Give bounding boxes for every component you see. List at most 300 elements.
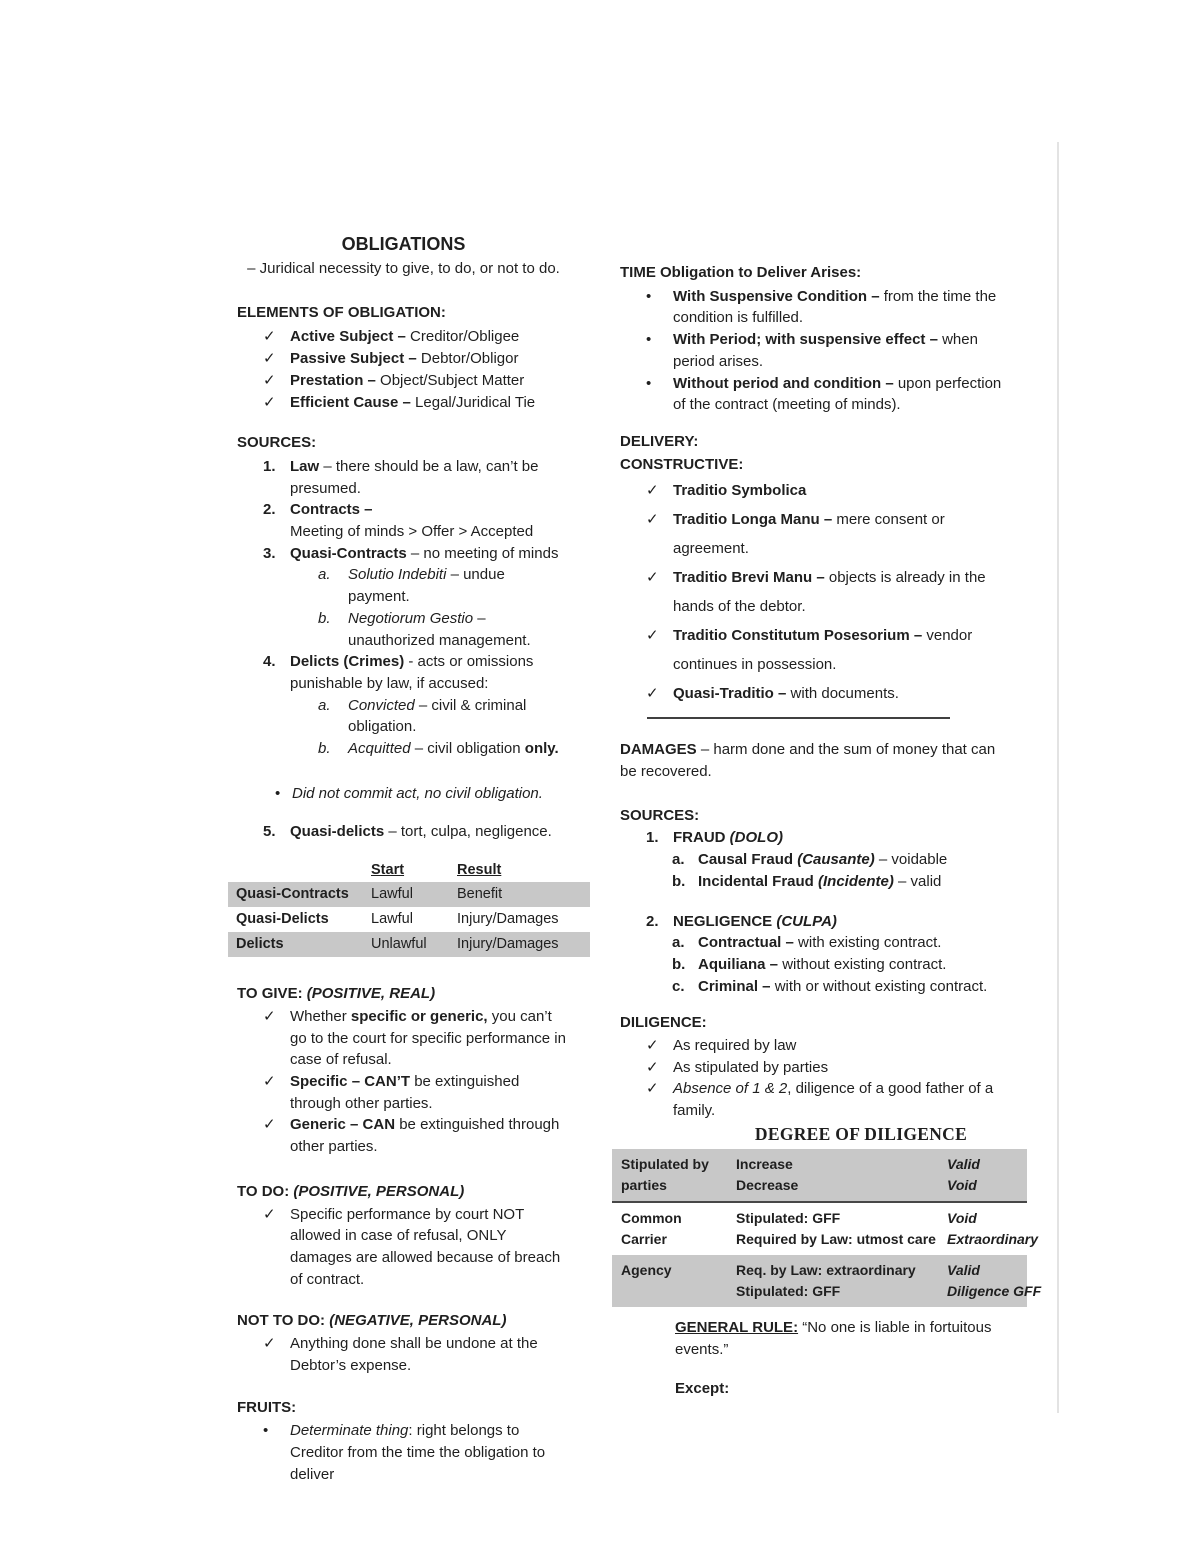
list-marker: ✓ (646, 1080, 659, 1098)
cell-line: Delicts (236, 935, 284, 952)
table-cell (228, 907, 363, 932)
text-run: - acts or omissions punishable by law, if accused: (290, 653, 534, 692)
list-item-text (698, 978, 987, 995)
list-item (237, 521, 570, 543)
list-marker: ✓ (646, 511, 659, 529)
list-item-text (673, 511, 945, 557)
list-item (237, 1114, 570, 1157)
list (237, 1204, 570, 1291)
cell-line: Valid (947, 1261, 980, 1278)
section-heading (237, 1397, 570, 1419)
text-run: , diligence of a good father of a family. (673, 1080, 994, 1120)
list-item (620, 954, 1012, 976)
text-run: GENERAL RULE: (675, 1318, 799, 1336)
text-run: Traditio Constitutum Posesorium – (673, 627, 927, 645)
section-heading (620, 1012, 1012, 1034)
list-item (620, 505, 1012, 563)
text-run: As required by law (673, 1037, 797, 1055)
table-header-cell (363, 860, 449, 882)
text-run: SOURCES: (620, 806, 700, 824)
list-item-text (348, 740, 559, 757)
text-run: Prestation – (290, 371, 381, 389)
list-marker: ✓ (646, 627, 659, 645)
list-item (237, 564, 570, 607)
text-run: Creditor/Obligee (410, 328, 520, 346)
list-marker: ✓ (263, 1007, 276, 1025)
list (620, 286, 1012, 416)
cell-line: Increase (736, 1155, 793, 1172)
text-run: Incidental Fraud (698, 872, 819, 890)
text-run: DELIVERY: (620, 432, 699, 450)
list-marker: ✓ (263, 371, 276, 389)
list-item-text (290, 1206, 560, 1288)
list-item-text (673, 829, 783, 846)
text-run: Criminal – (698, 977, 775, 995)
text-run: Meeting of minds > Offer > Accepted (290, 523, 534, 541)
cell-line: Carrier (621, 1230, 667, 1247)
text-run: Contracts – (290, 501, 373, 519)
list-marker: ✓ (263, 1335, 276, 1353)
list (237, 1420, 570, 1485)
cell-line: Agency (621, 1261, 672, 1278)
table-row (612, 1255, 1027, 1307)
table (612, 1149, 1042, 1307)
list-item (237, 348, 570, 370)
list-item (237, 499, 570, 521)
text-run: NEGLIGENCE (673, 912, 777, 930)
text-run: mere consent or agreement. (673, 511, 945, 558)
text-run: when period arises. (673, 331, 978, 370)
table-cell (938, 1255, 1042, 1307)
list-item-text (290, 523, 533, 540)
table-cell (449, 907, 590, 932)
section-heading (620, 805, 1012, 827)
list-item (620, 911, 1012, 933)
text-run: Legal/Juridical Tie (415, 393, 536, 411)
list (237, 456, 570, 760)
list (237, 783, 570, 805)
text-run: Quasi-Traditio – (673, 685, 791, 703)
list (237, 1333, 570, 1376)
text-run: only. (524, 740, 559, 758)
cell-line: Stipulated by (621, 1155, 709, 1172)
table-body (612, 1149, 1042, 1307)
text-run: Generic – CAN (290, 1116, 400, 1134)
list-item (237, 1071, 570, 1114)
list-item-text (348, 610, 531, 649)
table-row (228, 907, 590, 932)
list-item (620, 286, 1012, 329)
table-cell (612, 1202, 727, 1255)
list-item-text (290, 1116, 559, 1155)
text-run: (DOLO) (729, 829, 783, 847)
list-item-text (292, 785, 543, 802)
text-run: (POSITIVE, REAL) (306, 985, 436, 1003)
text-run: (POSITIVE, PERSONAL) (293, 1182, 465, 1200)
text-run: FRUITS: (237, 1399, 297, 1417)
table-cell (363, 882, 449, 907)
list-item-text (348, 697, 526, 736)
cell-line: Void (947, 1209, 977, 1226)
list-item-text (673, 1080, 993, 1119)
cell-line: parties (621, 1176, 667, 1193)
text-run: vendor continues in possession. (673, 627, 973, 674)
text-run: objects is already in the hands of the debtor. (673, 569, 986, 616)
list-item (620, 621, 1012, 679)
text-run: Law (290, 457, 324, 475)
text-run: (NEGATIVE, PERSONAL) (329, 1312, 507, 1330)
list-item (237, 738, 570, 760)
text-run: FRAUD (673, 829, 730, 847)
list-marker: ✓ (646, 1058, 659, 1076)
table-cell (228, 882, 363, 907)
list-item (237, 392, 570, 414)
list-item (620, 1078, 1012, 1121)
text-run: you can’t go to the court for specific performance in case of refusal. (290, 1007, 566, 1069)
list-item-text (673, 913, 837, 930)
list-item-text (290, 1335, 538, 1374)
text-run: Specific performance by court NOT allowed in case of refusal, ONLY damages are allowed because of breach of contract. (290, 1205, 561, 1288)
text-run: Without period and condition – (673, 374, 898, 392)
cell-line: Common (621, 1209, 682, 1226)
text-run: Contractual – (698, 934, 799, 952)
text-run: DILIGENCE: (620, 1014, 707, 1032)
section-heading (620, 431, 1012, 453)
text-run: CONSTRUCTIVE: (620, 455, 744, 473)
text-run: TO DO: (237, 1182, 294, 1200)
list-item (237, 695, 570, 738)
list-marker: b. (318, 740, 331, 758)
text-run: DAMAGES (620, 741, 701, 759)
text-run: without existing contract. (782, 955, 947, 973)
list-marker: ✓ (263, 1072, 276, 1090)
list-marker: b. (318, 609, 331, 627)
list-item-text (673, 1059, 828, 1076)
table-cell (727, 1202, 938, 1255)
text-run: Did not commit act, no civil obligation. (292, 784, 543, 802)
list-item-text (673, 331, 978, 370)
section-heading (237, 302, 570, 324)
text-run: Solutio Indebiti (348, 566, 451, 584)
list-marker: a. (672, 934, 685, 952)
list-item-text (290, 1008, 566, 1068)
text-run: – valid (893, 872, 942, 890)
list-item (237, 1204, 570, 1291)
text-run: Object/Subject Matter (380, 371, 525, 389)
text-run: With Period; with suspensive effect – (673, 331, 943, 349)
cell-line: Benefit (457, 885, 503, 902)
table-cell (363, 907, 449, 932)
list-item (620, 373, 1012, 416)
list-marker: • (646, 374, 652, 392)
cell-line: Void (947, 1176, 977, 1193)
table-header-row (228, 860, 590, 882)
list-item (237, 821, 570, 843)
section-heading (237, 1310, 570, 1332)
list-item-text (673, 288, 996, 327)
text-run: – undue payment. (348, 566, 505, 606)
list-item (237, 1333, 570, 1376)
list-item-text (698, 934, 941, 951)
table-row (228, 882, 590, 907)
text-run: (CULPA) (776, 912, 837, 930)
text-run: ELEMENTS OF OBLIGATION: (237, 303, 446, 321)
list (237, 326, 570, 413)
list-item-text (673, 375, 1001, 414)
list-item-text (673, 482, 806, 499)
paragraph (675, 1317, 1012, 1360)
text-run: be extinguished through other parties. (290, 1072, 520, 1112)
cell-line: Injury/Damages (457, 935, 559, 952)
list-item-text (673, 1037, 796, 1054)
list-marker: a. (318, 696, 331, 714)
list-marker: 5. (263, 823, 276, 841)
document-title: OBLIGATIONS (341, 234, 466, 254)
list-marker: c. (672, 977, 685, 995)
table-cell (938, 1202, 1039, 1255)
section-heading (237, 432, 570, 454)
text-run: – unauthorized management. (348, 609, 531, 649)
list-marker: ✓ (646, 482, 659, 500)
text-run: with or without existing contract. (774, 977, 988, 995)
list-item-text (673, 569, 986, 615)
table-head (228, 860, 590, 882)
text-run: – tort, culpa, negligence. (388, 823, 552, 841)
text-run: – voidable (874, 851, 948, 869)
list-item (620, 1057, 1012, 1079)
text-run: Absence of 1 & 2 (673, 1080, 788, 1098)
list-item (620, 827, 1012, 849)
list-marker: ✓ (263, 350, 276, 368)
cell-line: Lawful (371, 910, 413, 927)
list-item-text (290, 328, 519, 345)
list-marker: ✓ (646, 685, 659, 703)
table-header-cell (228, 860, 363, 882)
text-run: Specific – CAN’T (290, 1072, 415, 1090)
paragraph (620, 739, 1012, 782)
text-run: with existing contract. (798, 934, 942, 952)
table-body (228, 882, 590, 957)
list-marker: • (263, 1422, 269, 1440)
table-row (612, 1202, 1027, 1255)
list (620, 827, 1012, 997)
cell-line: Stipulated: GFF (736, 1282, 841, 1299)
list-item (620, 476, 1012, 505)
text-run: Anything done shall be undone at the Debtor’s expense. (290, 1335, 538, 1374)
text-run: Except: (675, 1380, 730, 1398)
table-cell (449, 882, 590, 907)
table-cell (228, 932, 363, 957)
text-run: specific or generic, (350, 1007, 488, 1025)
table-cell (727, 1255, 938, 1307)
list-marker: b. (672, 955, 686, 973)
list-item (620, 932, 1012, 954)
table-row (612, 1149, 1027, 1202)
text-run: Whether (290, 1007, 351, 1025)
text-run: Traditio Longa Manu – (673, 511, 837, 529)
text-run: (Incidente) (818, 872, 894, 890)
text-run: Passive Subject – (290, 350, 421, 368)
text-run: As stipulated by parties (673, 1058, 829, 1076)
list-item (620, 1035, 1012, 1057)
list-item-text (290, 372, 524, 389)
list-item (620, 329, 1012, 372)
list-marker: ✓ (263, 393, 276, 411)
divider-line (647, 717, 950, 719)
left-column (237, 232, 570, 1485)
page-edge-line (1057, 142, 1059, 1413)
text-run: (Causante) (797, 851, 875, 869)
cell-line: Lawful (371, 885, 413, 902)
list-item-text (290, 1073, 519, 1112)
cell-line: Stipulated: GFF (736, 1209, 841, 1226)
list-marker: a. (318, 566, 331, 584)
text-run: – civil obligation (414, 740, 525, 758)
text-run: upon perfection of the contract (meeting of minds). (673, 374, 1002, 414)
text-run: Acquitted (348, 740, 415, 758)
table-header-cell (449, 860, 590, 882)
text-run: from the time the condition is fulfilled. (673, 287, 997, 327)
list-marker: ✓ (263, 1116, 276, 1134)
list-marker: 2. (646, 912, 659, 930)
cell-line: Decrease (736, 1176, 799, 1193)
list-marker: ✓ (646, 569, 659, 587)
list-item-text (673, 627, 972, 673)
list-marker: • (275, 784, 281, 802)
list-item-text (698, 851, 947, 868)
list-marker: 1. (646, 829, 659, 847)
list (237, 821, 570, 843)
text-run: Determinate thing (290, 1422, 409, 1440)
section-heading (620, 262, 1012, 284)
list-item (237, 1006, 570, 1071)
section-heading (237, 1181, 570, 1203)
text-run: be extinguished through other parties. (290, 1116, 560, 1156)
table-cell (727, 1149, 938, 1202)
section-heading: DEGREE OF DILIGENCE (754, 1123, 968, 1144)
list-item-text (698, 873, 941, 890)
cell-line: Req. by Law: extraordinary (736, 1261, 916, 1278)
list-marker: a. (672, 851, 685, 869)
list-marker: ✓ (646, 1037, 659, 1055)
text-run: – civil & criminal obligation. (348, 696, 527, 736)
text-run: SOURCES: (237, 434, 317, 452)
list-item (620, 871, 1012, 893)
text-run: Active Subject – (290, 328, 411, 346)
list-item (237, 543, 570, 565)
cell-line: Unlawful (371, 935, 427, 952)
text-run: Quasi-Contracts (290, 544, 411, 562)
list-marker: 3. (263, 544, 276, 562)
list-marker: • (646, 287, 652, 305)
list-marker: ✓ (263, 1205, 276, 1223)
text-run: Quasi-delicts (290, 823, 389, 841)
header-label: Result (457, 862, 502, 879)
paragraph (675, 1378, 1012, 1400)
list-item-text (290, 545, 558, 562)
list (620, 1035, 1012, 1122)
cell-line: Diligence GFF (947, 1282, 1042, 1299)
list (620, 476, 1012, 708)
list-marker: 2. (263, 501, 276, 519)
list-item (237, 456, 570, 499)
text-run: Debtor/Obligor (420, 350, 519, 368)
list-item (620, 976, 1012, 998)
right-column (620, 250, 1042, 1400)
cell-line: Required by Law: utmost care (736, 1230, 936, 1247)
text-run: Efficient Cause – (290, 393, 416, 411)
text-run: with documents. (790, 685, 899, 703)
table-cell (612, 1149, 727, 1202)
list-item (620, 563, 1012, 621)
list-item (237, 1420, 570, 1485)
list-item (237, 370, 570, 392)
table-cell (612, 1255, 727, 1307)
table-row (228, 932, 590, 957)
list-marker: 4. (263, 653, 276, 671)
list-marker: ✓ (263, 328, 276, 346)
list-item-text (290, 350, 518, 367)
table-cell (363, 932, 449, 957)
list-item-text (290, 458, 539, 497)
list-item-text (698, 956, 946, 973)
text-run: : right belongs to Creditor from the time the obligation to deliver (290, 1422, 546, 1483)
text-run: – no meeting of minds (410, 544, 559, 562)
text-run: – there should be a law, can’t be presumed. (290, 457, 539, 497)
text-run: Aquiliana – (698, 955, 783, 973)
text-run: Convicted (348, 696, 419, 714)
cell-line: Extraordinary (947, 1230, 1039, 1247)
text-run: Traditio Brevi Manu – (673, 569, 829, 587)
text-run: Negotiorum Gestio (348, 609, 478, 627)
table-cell (938, 1149, 1027, 1202)
header-label: Start (371, 862, 405, 879)
list-item (237, 783, 570, 805)
table-cell (449, 932, 590, 957)
cell-line: Quasi-Delicts (236, 910, 329, 927)
document-subtitle: – Juridical necessity to give, to do, or not to do. (247, 260, 560, 277)
text-run: “No one is liable in fortuitous events.” (675, 1318, 992, 1358)
list-item (620, 679, 1012, 708)
list-item (620, 849, 1012, 871)
text-run: With Suspensive Condition – (673, 287, 884, 305)
list (237, 1006, 570, 1158)
text-run: TO GIVE: (237, 985, 307, 1003)
list-item-text (290, 394, 535, 411)
list-marker: 1. (263, 457, 276, 475)
list-item-text (290, 823, 552, 840)
list-item-text (290, 501, 373, 518)
list-item-text (673, 685, 899, 702)
section-heading (237, 983, 570, 1005)
list-item-text (290, 1422, 545, 1482)
table (228, 860, 590, 957)
cell-line: Injury/Damages (457, 910, 559, 927)
text-run: Traditio Symbolica (673, 482, 807, 500)
cell-line: Quasi-Contracts (236, 885, 349, 902)
text-run: – harm done and the sum of money that can be recovered. (620, 741, 996, 781)
list-item (237, 326, 570, 348)
list-item-text (290, 653, 533, 692)
text-run: TIME Obligation to Deliver Arises: (620, 264, 862, 281)
list-marker: b. (672, 872, 686, 890)
cell-line: Valid (947, 1155, 980, 1172)
section-heading (620, 454, 1012, 476)
text-run: NOT TO DO: (237, 1312, 330, 1330)
text-run: Causal Fraud (698, 851, 798, 869)
list-marker: • (646, 331, 652, 349)
text-run: Delicts (Crimes) (290, 653, 409, 671)
